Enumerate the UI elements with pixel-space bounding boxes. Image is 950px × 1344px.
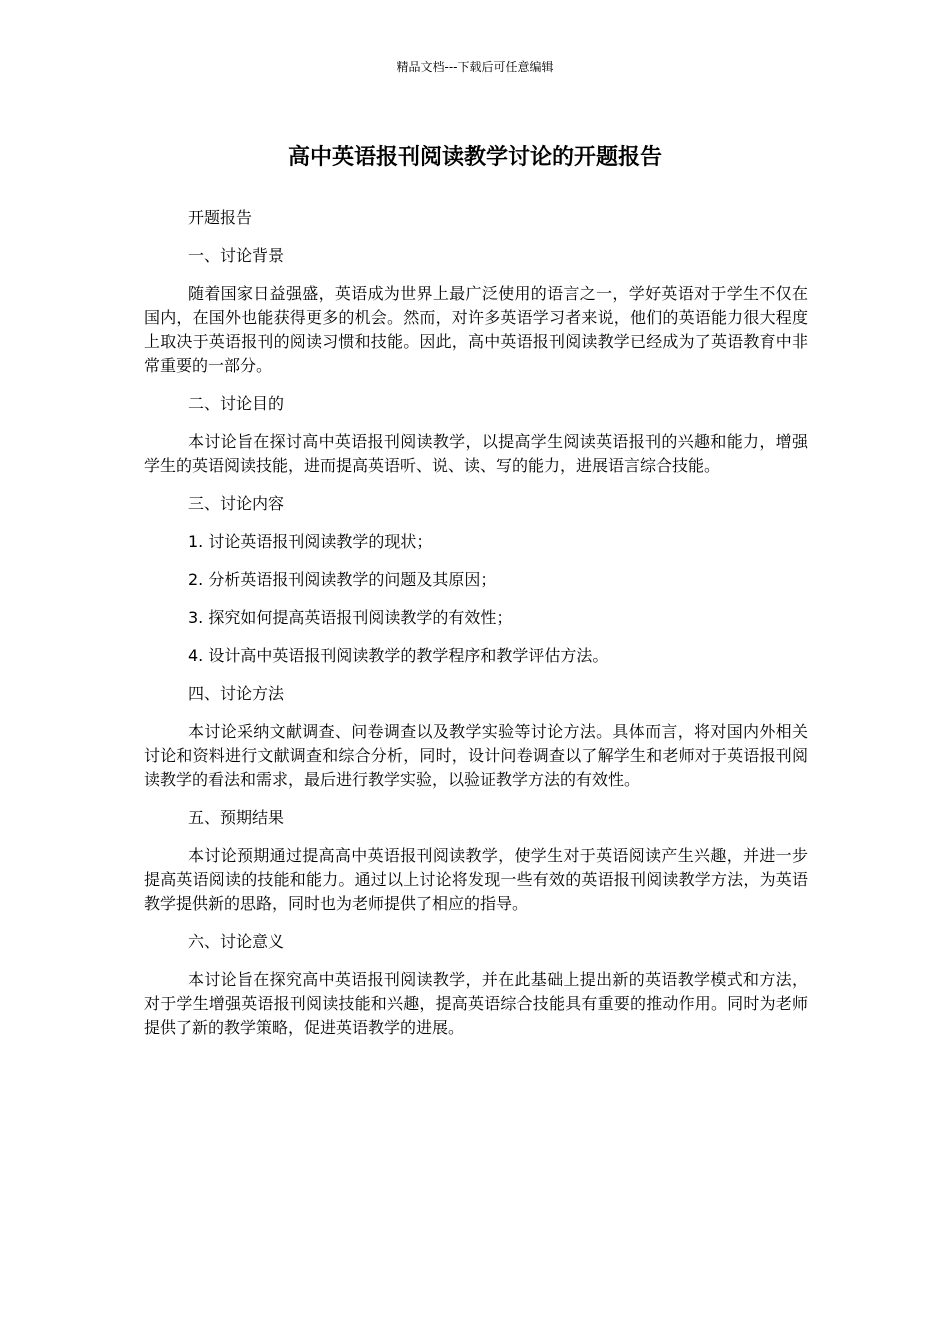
paragraph-expected-results: 本讨论预期通过提高高中英语报刊阅读教学，使学生对于英语阅读产生兴趣，并进一步提高英语阅读的技能和能力。通过以上讨论将发现一些有效的英语报刊阅读教学方法，为英语教学提供新的思路，同时也为老师提供了相应的指导。 <box>144 846 808 913</box>
list-item-content-1: 1. 讨论英语报刊阅读教学的现状； <box>188 532 433 551</box>
document-title: 高中英语报刊阅读教学讨论的开题报告 <box>287 145 662 170</box>
document-body <box>144 206 808 1054</box>
section-heading-background: 一、讨论背景 <box>188 246 285 265</box>
paragraph-background: 随着国家日益强盛，英语成为世界上最广泛使用的语言之一，学好英语对于学生不仅在国内，在国外也能获得更多的机会。然而，对许多英语学习者来说，他们的英语能力很大程度上取决于英语报刊的阅读习惯和技能。因此，高中英语报刊阅读教学已经成为了英语教育中非常重要的一部分。 <box>144 284 808 375</box>
paragraph-method: 本讨论采纳文献调查、问卷调查以及教学实验等讨论方法。具体而言，将对国内外相关讨论和资料进行文献调查和综合分析，同时，设计问卷调查以了解学生和老师对于英语报刊阅读教学的看法和需求，最后进行教学实验，以验证教学方法的有效性。 <box>144 722 808 789</box>
section-heading-purpose: 二、讨论目的 <box>188 394 285 413</box>
paragraph-report-label: 开题报告 <box>188 208 253 227</box>
paragraph-purpose: 本讨论旨在探讨高中英语报刊阅读教学，以提高学生阅读英语报刊的兴趣和能力，增强学生的英语阅读技能，进而提高英语听、说、读、写的能力，进展语言综合技能。 <box>144 432 808 475</box>
paragraph-significance: 本讨论旨在探究高中英语报刊阅读教学，并在此基础上提出新的英语教学模式和方法，对于学生增强英语报刊阅读技能和兴趣，提高英语综合技能具有重要的推动作用。同时为老师提供了新的教学策略，促进英语教学的进展。 <box>144 970 808 1037</box>
section-heading-significance: 六、讨论意义 <box>188 932 285 951</box>
list-item-content-4: 4. 设计高中英语报刊阅读教学的教学程序和教学评估方法。 <box>188 646 609 665</box>
list-item-content-3: 3. 探究如何提高英语报刊阅读教学的有效性； <box>188 608 513 627</box>
section-heading-expected-results: 五、预期结果 <box>188 808 285 827</box>
section-heading-method: 四、讨论方法 <box>188 684 285 703</box>
section-heading-content: 三、讨论内容 <box>188 494 285 513</box>
header-note: 精品文档---下载后可任意编辑 <box>396 60 554 74</box>
list-item-content-2: 2. 分析英语报刊阅读教学的问题及其原因； <box>188 570 497 589</box>
